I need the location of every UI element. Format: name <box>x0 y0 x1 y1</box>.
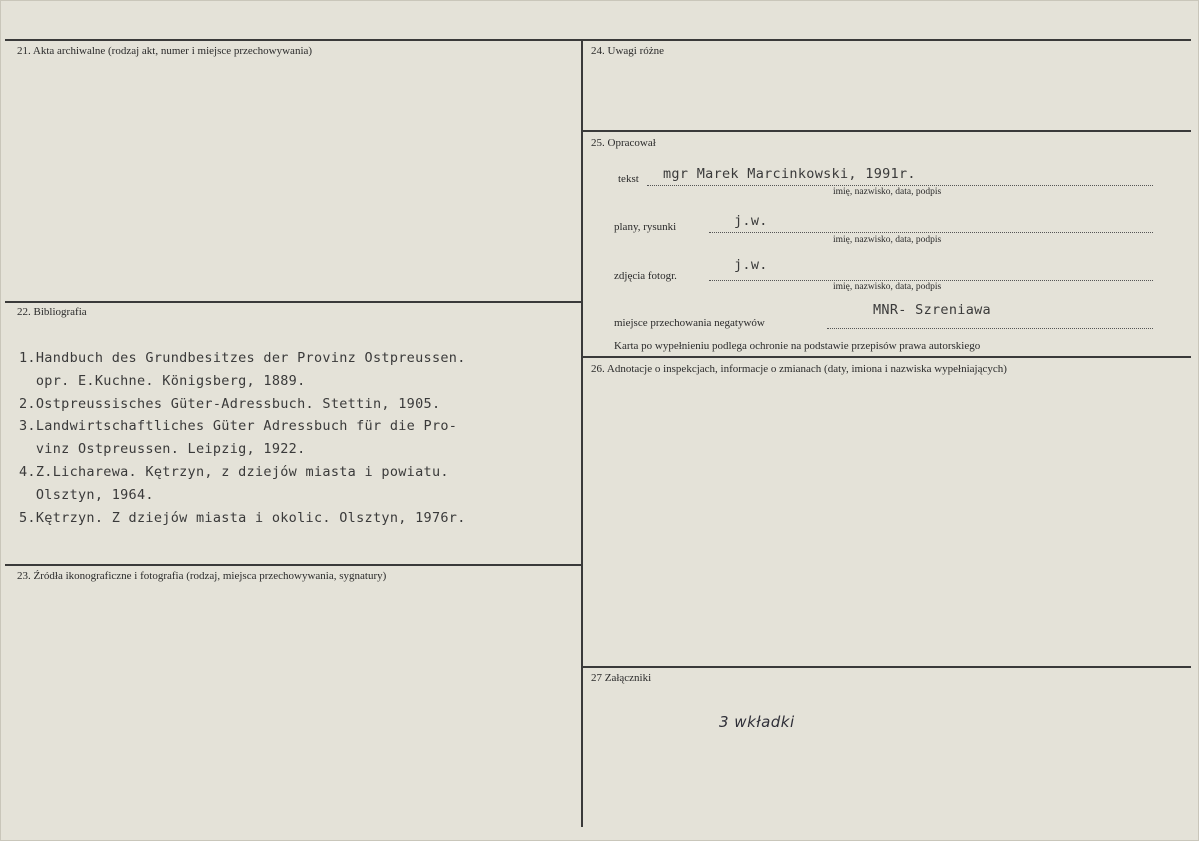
top-rule <box>5 39 1191 41</box>
bibliography-entry: 2.Ostpreussisches Güter-Adressbuch. Stettin, 1905. <box>19 395 441 412</box>
bibliography-list <box>19 347 466 529</box>
tekst-hint: imię, nazwisko, data, podpis <box>833 187 942 197</box>
zdjecia-label: zdjęcia fotogr. <box>614 270 677 282</box>
tekst-value: mgr Marek Marcinkowski, 1991r. <box>663 166 916 182</box>
section-24-label: 24. Uwagi różne <box>591 45 665 57</box>
zdjecia-value: j.w. <box>734 257 768 273</box>
zdjecia-line <box>709 280 1153 281</box>
zdjecia-hint: imię, nazwisko, data, podpis <box>833 282 942 292</box>
rule-27 <box>583 666 1191 668</box>
plany-label: plany, rysunki <box>614 221 677 233</box>
miejsce-value: MNR- Szreniawa <box>873 302 991 318</box>
tekst-label: tekst <box>618 173 639 185</box>
section-21-label: 21. Akta archiwalne (rodzaj akt, numer i miejsce przechowywania) <box>17 45 313 57</box>
miejsce-line <box>827 328 1153 329</box>
bibliography-entry: 3.Landwirtschaftliches Güter Adressbuch für die Pro- <box>19 418 458 435</box>
rule-26 <box>583 356 1191 358</box>
section-22-label: 22. Bibliografia <box>17 306 87 318</box>
plany-hint: imię, nazwisko, data, podpis <box>833 235 942 245</box>
column-divider <box>581 39 583 827</box>
bibliography-entry: opr. E.Kuchne. Königsberg, 1889. <box>19 372 306 389</box>
plany-line <box>709 232 1153 233</box>
section-25-label: 25. Opracował <box>591 137 656 149</box>
bibliography-entry: Olsztyn, 1964. <box>19 486 154 503</box>
plany-value: j.w. <box>734 213 768 229</box>
bibliography-entry: 5.Kętrzyn. Z dziejów miasta i okolic. Olsztyn, 1976r. <box>19 509 466 526</box>
tekst-line <box>647 185 1153 186</box>
section-27-label: 27 Załączniki <box>591 672 652 684</box>
rule-22 <box>5 301 581 303</box>
rule-25 <box>583 130 1191 132</box>
bibliography-entry: 4.Z.Licharewa. Kętrzyn, z dziejów miasta i powiatu. <box>19 463 449 480</box>
attachments-value: 3 wkładki <box>719 713 795 731</box>
miejsce-label: miejsce przechowania negatywów <box>614 317 765 329</box>
bibliography-entry: vinz Ostpreussen. Leipzig, 1922. <box>19 441 306 458</box>
copyright-note: Karta po wypełnieniu podlega ochronie na podstawie przepisów prawa autorskiego <box>614 340 981 352</box>
section-23-label: 23. Źródła ikonograficzne i fotografia (rodzaj, miejsca przechowywania, sygnatury) <box>17 570 387 582</box>
bibliography-entry: 1.Handbuch des Grundbesitzes der Provinz Ostpreussen. <box>19 350 466 366</box>
rule-23 <box>5 564 581 566</box>
section-26-label: 26. Adnotacje o inspekcjach, informacje o zmianach (daty, imiona i nazwiska wypełniających) <box>591 363 1007 375</box>
